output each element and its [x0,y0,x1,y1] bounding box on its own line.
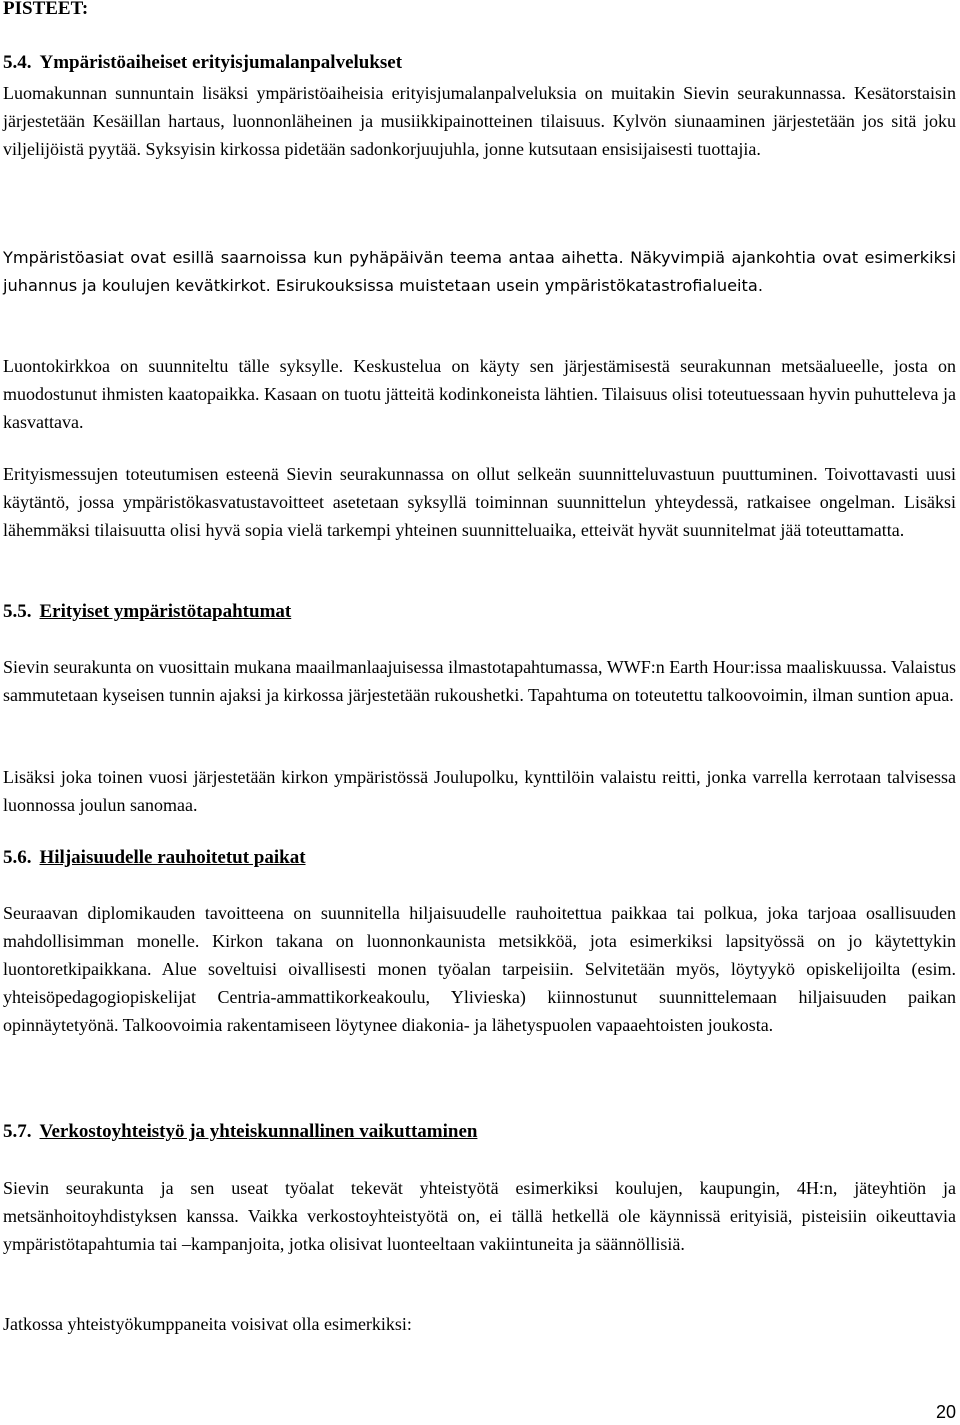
page-number: 20 [935,1402,956,1422]
paragraph: Luontokirkkoa on suunniteltu tälle syksylle. Keskustelua on käyty sen järjestämisestä seurakunnan metsäalueelle, josta on muodostunut ihmisten kaatopaikka. Kasaan on tuotu jätteitä kodinkoneista lähtien. Tilaisuus olisi toteutuessaan hyvin puhutteleva ja kasvattava. [3,356,956,432]
section-title: Ympäristöaiheiset erityisjumalanpalvelukset [39,52,403,73]
section-heading-5-4 [3,50,402,76]
paragraph: Sievin seurakunta ja sen useat työalat tekevät yhteistyötä esimerkiksi koulujen, kaupungin, 4H:n, jäteyhtiön ja metsänhoitoyhdistyksen kanssa. Vaikka verkostoyhteistyötä on, ei tällä hetkellä ole käynnissä erityisiä, pisteisiin oikeuttavia ympäristötapahtumia tai –kampanjoita, jotka olisivat luonteeltaan vakiintuneita ja säännöllisiä. [3,1178,956,1254]
paragraph: Sievin seurakunta on vuosittain mukana maailmanlaajuisessa ilmastotapahtumassa, WWF:n Earth Hour:issa maaliskuussa. Valaistus sammutetaan kyseisen tunnin ajaksi ja kirkossa järjestetään rukoushetki. Tapahtuma on toteutettu talkoovoimin, ilman suntion apua. [3,657,956,705]
section-number: 5.6. [3,847,32,868]
paragraph: Erityismessujen toteutumisen esteenä Sievin seurakunnassa on ollut selkeän suunnitteluvastuun puuttuminen. Toivottavasti uusi käytäntö, jossa ympäristökasvatustavoitteet asetetaan syksyllä toiminnan suunnittelun yhteydessä, ratkaisee ongelman. Lisäksi lähemmäksi tilaisuutta olisi hyvä sopia vielä tarkempi yhteinen suunnitteluaika, etteivät hyvät suunnitelmat jää toteuttamatta. [3,464,956,540]
section-number: 5.5. [3,601,32,622]
section-title: Verkostoyhteistyö ja yhteiskunnallinen vaikuttaminen [39,1121,478,1142]
paragraph: Jatkossa yhteistyökumppaneita voisivat olla esimerkiksi: [3,1314,412,1334]
section-title: Hiljaisuudelle rauhoitetut paikat [39,847,306,868]
section-heading-5-5 [3,599,291,625]
paragraph: Luomakunnan sunnuntain lisäksi ympäristöaiheisia erityisjumalanpalveluksia on muitakin Sievin seurakunnassa. Kesätorstaisin järjestetään Kesäillan hartaus, luonnonläheinen ja musiikkipainotteinen tilaisuus. Kylvön siunaaminen järjestetään jos sitä joku viljelijöistä pyytää. Syksyisin kirkossa pidetään sadonkorjuujuhla, jonne kutsutaan ensisijaisesti tuottajia. [3,83,956,159]
section-number: 5.7. [3,1121,32,1142]
section-title: Erityiset ympäristötapahtumat [39,601,292,622]
points-label: PISTEET: [3,0,89,19]
paragraph: Lisäksi joka toinen vuosi järjestetään kirkon ympäristössä Joulupolku, kynttilöin valaistu reitti, jonka varrella kerrotaan talvisessa luonnossa joulun sanomaa. [3,767,956,815]
section-heading-5-7 [3,1119,477,1145]
paragraph: Ympäristöasiat ovat esillä saarnoissa kun pyhäpäivän teema antaa aihetta. Näkyvimpiä ajankohtia ovat esimerkiksi juhannus ja koulujen kevätkirkot. Esirukouksissa muistetaan usein ympäristökatastrofialueita. [3,248,956,295]
paragraph: Seuraavan diplomikauden tavoitteena on suunnitella hiljaisuudelle rauhoitettua paikkaa tai polkua, joka tarjoaa osallisuuden mahdollisimman monelle. Kirkon takana on luonnonkaunista metsikköä, jota esimerkiksi lapsityössä on jo käytettykin luontoretkipaikkana. Alue soveltuisi oivallisesti monen työalan tarpeisiin. Selvitetään myös, löytyykö opiskelijoilta (esim. yhteisöpedagogiopiskelijat Centria-ammattikorkeakoulu, Ylivieska) kiinnostunut suunnittelemaan hiljaisuuden paikan opinnäytetyönä. Talkoovoimia rakentamiseen löytynee diakonia- ja lähetyspuolen vapaaehtoisten joukosta. [3,903,956,1035]
section-heading-5-6 [3,845,306,871]
section-number: 5.4. [3,52,32,73]
